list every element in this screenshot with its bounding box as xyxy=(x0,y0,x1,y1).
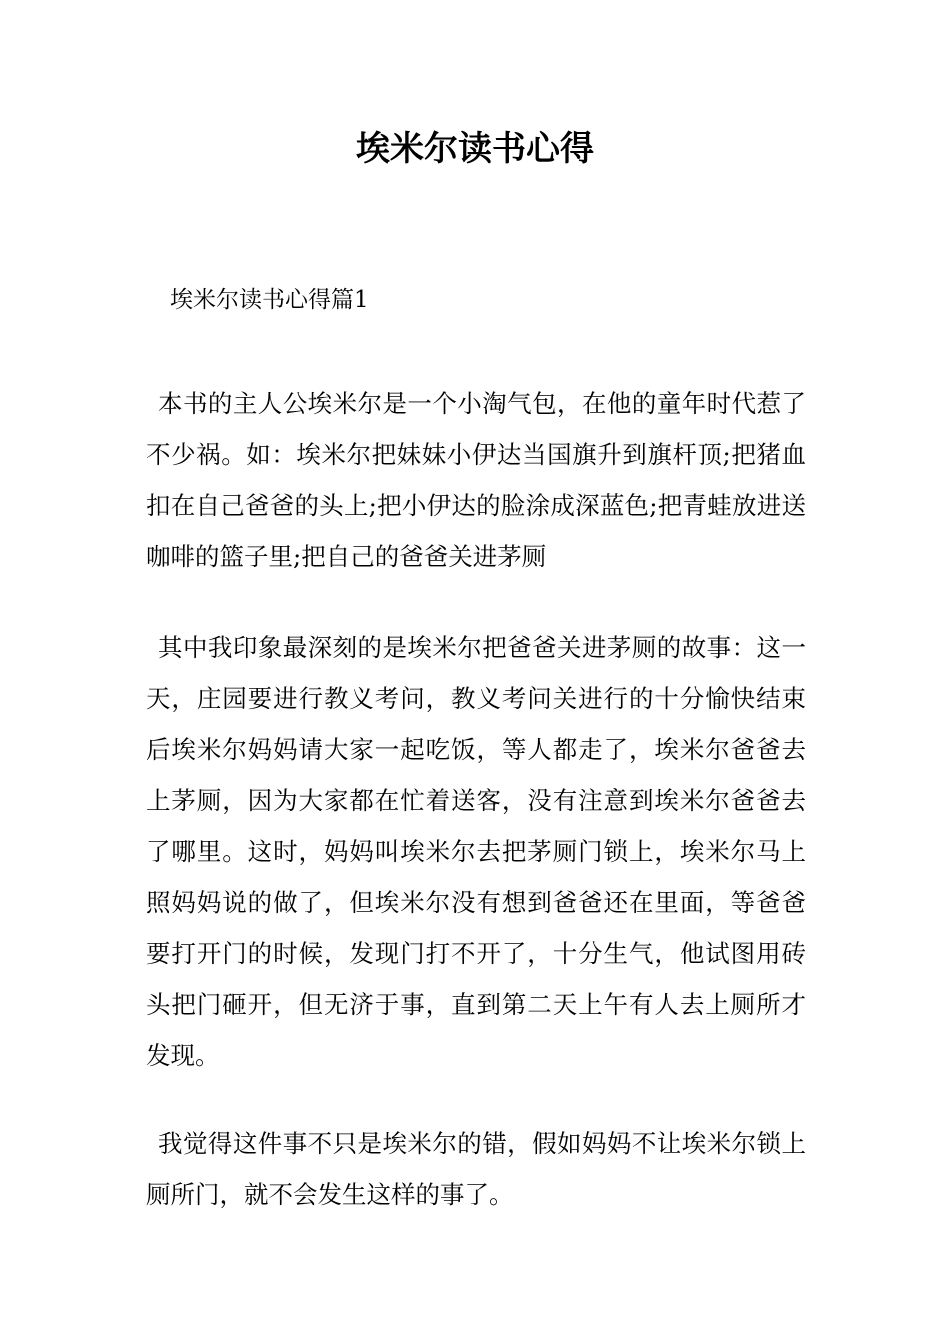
paragraph-1: 本书的主人公埃米尔是一个小淘气包，在他的童年时代惹了不少祸。如：埃米尔把妹妹小伊达当国旗升到旗杆顶;把猪血扣在自己爸爸的头上;把小伊达的脸涂成深蓝色;把青蛙放进送咖啡的篮子里;把自己的爸爸关进茅厕 xyxy=(146,389,806,571)
paragraph-3: 我觉得这件事不只是埃米尔的错，假如妈妈不让埃米尔锁上厕所门，就不会发生这样的事了。 xyxy=(146,1129,806,1209)
paragraph-2: 其中我印象最深刻的是埃米尔把爸爸关进茅厕的故事：这一天，庄园要进行教义考问，教义考问关进行的十分愉快结束后埃米尔妈妈请大家一起吃饭，等人都走了，埃米尔爸爸去上茅厕，因为大家都在忙着送客，没有注意到埃米尔爸爸去了哪里。这时，妈妈叫埃米尔去把茅厕门锁上，埃米尔马上照妈妈说的做了，但埃米尔没有想到爸爸还在里面，等爸爸要打开门的时候，发现门打不开了，十分生气，他试图用砖头把门砸开，但无济于事，直到第二天上午有人去上厕所才发现。 xyxy=(146,633,806,1070)
section-heading: 埃米尔读书心得篇1 xyxy=(170,287,369,313)
page-title: 埃米尔读书心得 xyxy=(356,129,594,169)
